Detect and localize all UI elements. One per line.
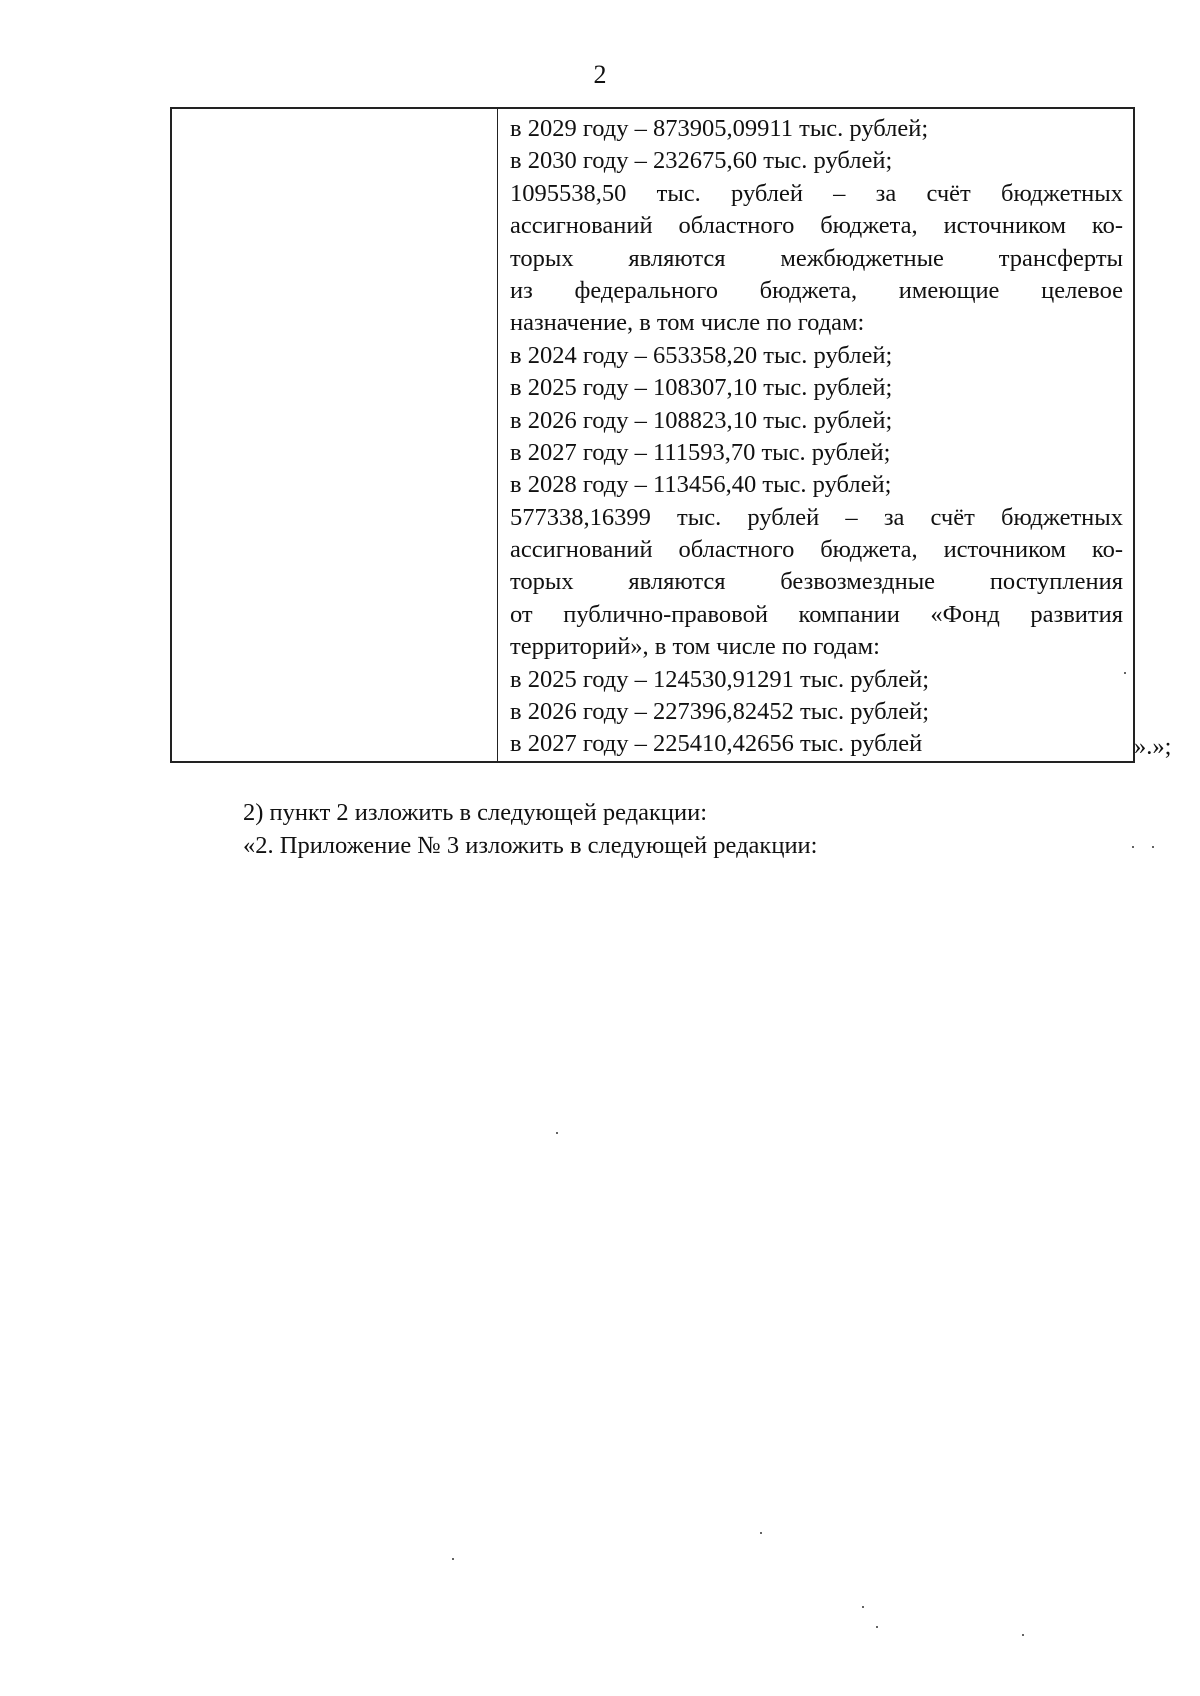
table-line: назначение, в том числе по годам: bbox=[510, 309, 865, 337]
scan-speck bbox=[876, 1626, 878, 1628]
scan-speck bbox=[760, 1532, 762, 1534]
table-line: в 2027 году – 111593,70 тыс. рублей; bbox=[510, 438, 891, 466]
amendment-paragraph: «2. Приложение № 3 изложить в следующей редакции: bbox=[243, 832, 818, 859]
table-line: от публично-правовой компании «Фонд развития bbox=[510, 600, 1123, 628]
scan-speck bbox=[556, 1132, 558, 1134]
table-line: в 2027 году – 225410,42656 тыс. рублей bbox=[510, 730, 923, 758]
table-line: 1095538,50 тыс. рублей – за счёт бюджетных bbox=[510, 179, 1123, 207]
table-line: 577338,16399 тыс. рублей – за счёт бюджетных bbox=[510, 503, 1123, 531]
table-line: территорий», в том числе по годам: bbox=[510, 633, 880, 661]
table-line: торых являются межбюджетные трансферты bbox=[510, 244, 1123, 272]
table-line: в 2024 году – 653358,20 тыс. рублей; bbox=[510, 341, 893, 369]
table-column-divider bbox=[497, 109, 498, 761]
closing-quote-mark: ».»; bbox=[1134, 733, 1172, 760]
table-line: ассигнований областного бюджета, источником ко- bbox=[510, 212, 1123, 240]
table-line: в 2029 году – 873905,09911 тыс. рублей; bbox=[510, 115, 929, 142]
scan-speck bbox=[1152, 846, 1154, 848]
scan-speck bbox=[862, 1606, 864, 1608]
table-right-cell bbox=[510, 113, 1123, 761]
table-line: в 2026 году – 108823,10 тыс. рублей; bbox=[510, 406, 893, 434]
scan-speck bbox=[452, 1558, 454, 1560]
table-line: в 2025 году – 108307,10 тыс. рублей; bbox=[510, 374, 893, 402]
table-line: ассигнований областного бюджета, источником ко- bbox=[510, 536, 1123, 564]
scan-speck bbox=[1022, 1634, 1024, 1636]
funding-table bbox=[170, 107, 1135, 763]
scan-speck bbox=[1132, 846, 1134, 848]
amendment-paragraph: 2) пункт 2 изложить в следующей редакции: bbox=[243, 799, 708, 826]
table-line: в 2028 году – 113456,40 тыс. рублей; bbox=[510, 471, 892, 499]
table-line: торых являются безвозмездные поступления bbox=[510, 568, 1123, 596]
scan-speck bbox=[1124, 672, 1126, 674]
page-number: 2 bbox=[593, 60, 607, 89]
table-line: в 2030 году – 232675,60 тыс. рублей; bbox=[510, 147, 893, 175]
table-line: в 2026 году – 227396,82452 тыс. рублей; bbox=[510, 698, 930, 726]
table-line: из федерального бюджета, имеющие целевое bbox=[510, 276, 1123, 304]
table-line: в 2025 году – 124530,91291 тыс. рублей; bbox=[510, 665, 930, 693]
